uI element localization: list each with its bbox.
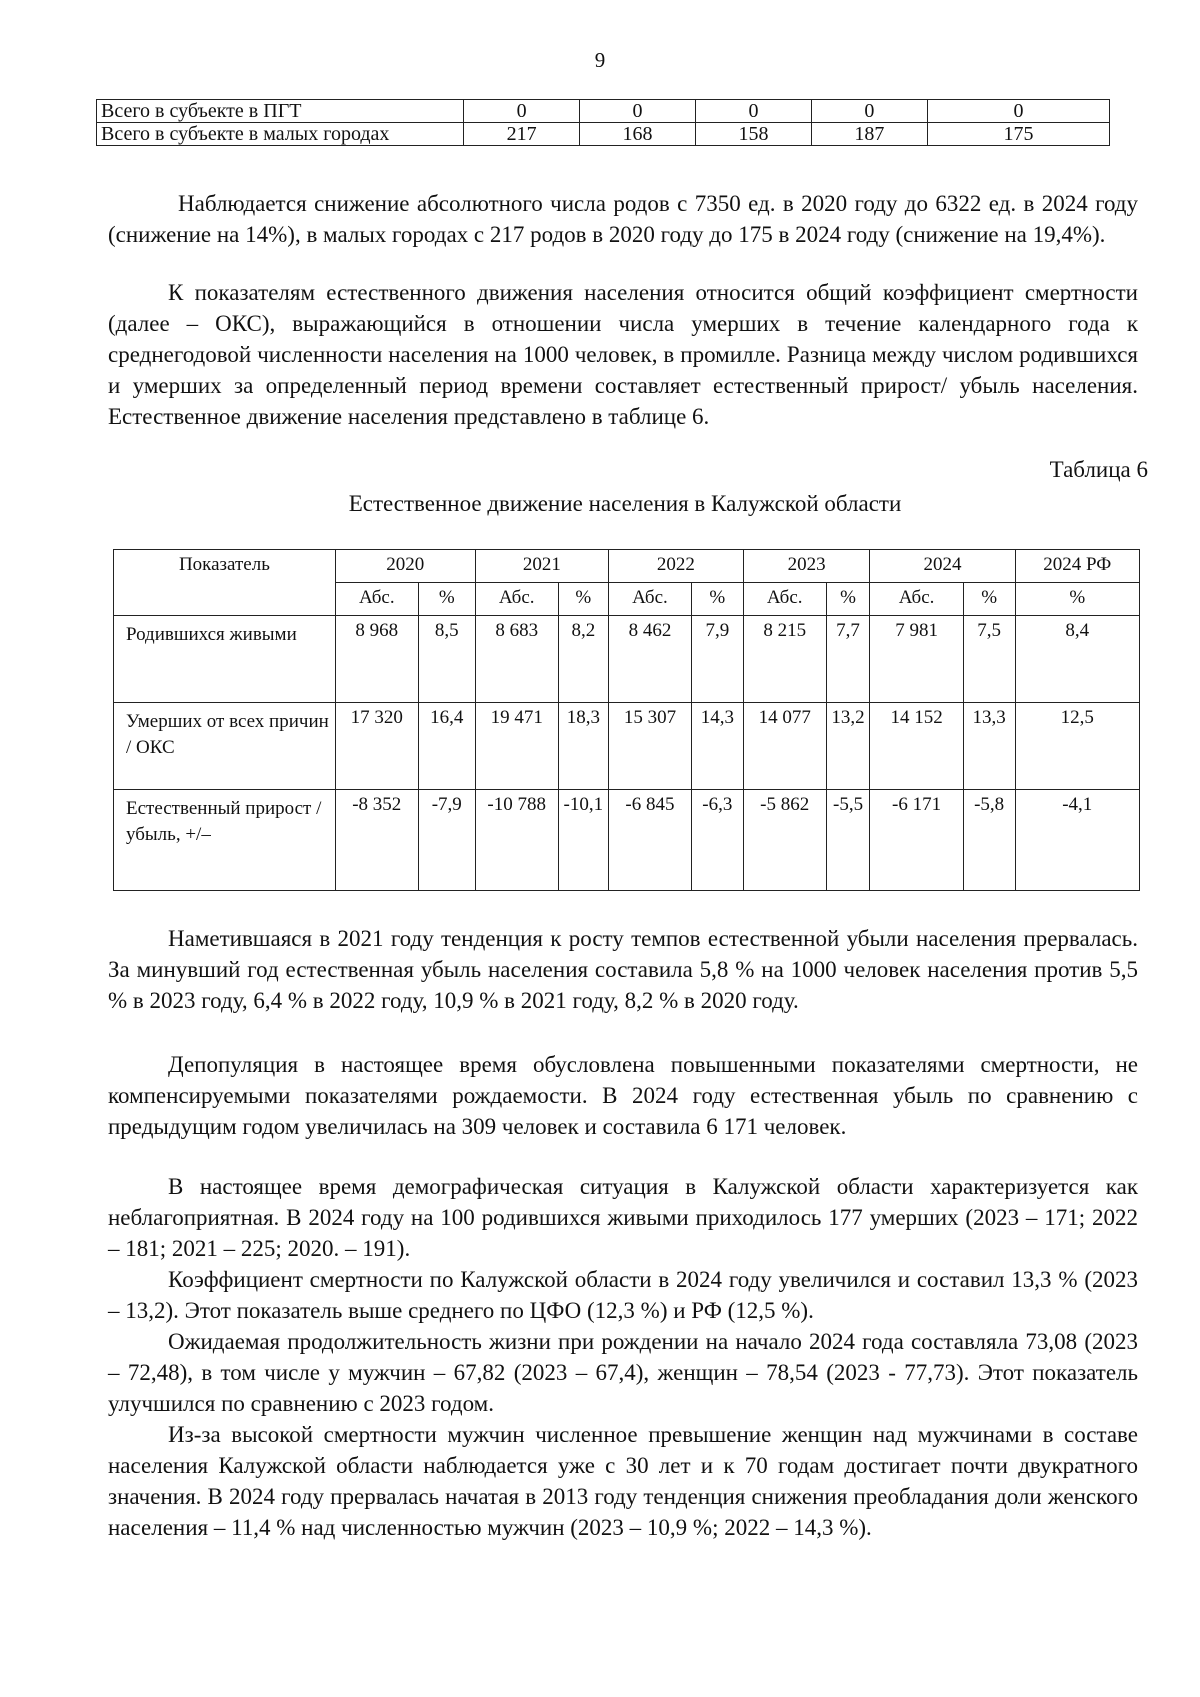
- cell: 14 152: [870, 703, 963, 790]
- cell: 14 077: [743, 703, 826, 790]
- cell: 8 968: [335, 616, 418, 703]
- table-title: Естественное движение населения в Калужской области: [348, 491, 902, 516]
- paragraph-oks-definition: К показателям естественного движения населения относится общий коэффициент смертности (далее – ОКС), выражающийся в отношении числа умерших в течение календарного года к среднегодовой численности населения на 1000 человек, в промилле. Разница между числом родившихся и умерших за определенный период времени составляет естественный прирост/ убыль населения. Естественное движение населения представлено в таблице 6.: [108, 280, 1138, 429]
- cell: 17 320: [335, 703, 418, 790]
- cell: 0: [580, 100, 696, 123]
- paragraph-life-expectancy: Ожидаемая продолжительность жизни при рождении на начало 2024 года составляла 73,08 (2023 – 72,48), в том числе у мужчин – 67,82 (2023 – 67,4), женщин – 78,54 (2023 - 77,73). Этот показатель улучшился по сравнению с 2023 годом.: [108, 1329, 1138, 1416]
- cell: -8 352: [335, 790, 418, 891]
- cell: -10 788: [475, 790, 558, 891]
- header-abs: Абс.: [743, 583, 826, 616]
- top-continuation-table: [96, 99, 1110, 146]
- cell: 18,3: [558, 703, 608, 790]
- table-label: Таблица 6: [1049, 457, 1148, 482]
- header-abs: Абс.: [870, 583, 963, 616]
- table-row: [97, 123, 1110, 146]
- cell: -4,1: [1015, 790, 1139, 891]
- row-name: Умерших от всех причин / ОКС: [114, 703, 336, 790]
- header-year: 2023: [743, 550, 870, 583]
- cell: 16,4: [418, 703, 475, 790]
- cell: -6,3: [691, 790, 743, 891]
- cell: -5,5: [826, 790, 870, 891]
- cell: 8 462: [609, 616, 692, 703]
- cell: 8,4: [1015, 616, 1139, 703]
- header-row-years: [114, 550, 1140, 583]
- header-year: 2021: [475, 550, 608, 583]
- cell: -5 862: [743, 790, 826, 891]
- cell: 7,9: [691, 616, 743, 703]
- header-abs: Абс.: [609, 583, 692, 616]
- cell: 158: [696, 123, 812, 146]
- header-year: 2024 РФ: [1015, 550, 1139, 583]
- header-abs: Абс.: [335, 583, 418, 616]
- header-year: 2024: [870, 550, 1015, 583]
- cell: 15 307: [609, 703, 692, 790]
- header-pct: %: [691, 583, 743, 616]
- cell: 13,2: [826, 703, 870, 790]
- cell: 0: [811, 100, 927, 123]
- header-pct: %: [1015, 583, 1139, 616]
- cell: 217: [464, 123, 580, 146]
- row-name: Родившихся живыми: [114, 616, 336, 703]
- paragraph-demographic-situation: В настоящее время демографическая ситуация в Калужской области характеризуется как неблагоприятная. В 2024 году на 100 родившихся живыми приходилось 177 умерших (2023 – 171; 2022 – 181; 2021 – 225; 2020. – 191).: [108, 1174, 1138, 1261]
- cell: 8 215: [743, 616, 826, 703]
- header-indicator: Показатель: [114, 550, 336, 616]
- cell: 7 981: [870, 616, 963, 703]
- table-row: [114, 616, 1140, 703]
- row-label: Всего в субъекте в ПГТ: [97, 100, 464, 123]
- page-number: 9: [594, 48, 606, 72]
- cell: 0: [464, 100, 580, 123]
- cell: -5,8: [963, 790, 1015, 891]
- paragraph-depopulation: Депопуляция в настоящее время обусловлена повышенными показателями смертности, не компенсируемыми показателями рождаемости. В 2024 году естественная убыль по сравнению с предыдущим годом увеличилась на 309 человек и составила 6 171 человек.: [108, 1052, 1138, 1139]
- cell: -6 845: [609, 790, 692, 891]
- header-pct: %: [963, 583, 1015, 616]
- cell: 7,5: [963, 616, 1015, 703]
- header-year: 2022: [609, 550, 744, 583]
- cell: -10,1: [558, 790, 608, 891]
- cell: 19 471: [475, 703, 558, 790]
- cell: -7,9: [418, 790, 475, 891]
- cell: 0: [696, 100, 812, 123]
- header-pct: %: [418, 583, 475, 616]
- table-row: [114, 703, 1140, 790]
- paragraph-births: Наблюдается снижение абсолютного числа родов с 7350 ед. в 2020 году до 6322 ед. в 2024 году (снижение на 14%), в малых городах с 217 родов в 2020 году до 175 в 2024 году (снижение на 19,4%).: [108, 191, 1138, 247]
- header-pct: %: [826, 583, 870, 616]
- natural-movement-table: [113, 549, 1140, 891]
- header-abs: Абс.: [475, 583, 558, 616]
- paragraph-mortality-rate: Коэффициент смертности по Калужской области в 2024 году увеличился и составил 13,3 % (2023 – 13,2). Этот показатель выше среднего по ЦФО (12,3 %) и РФ (12,5 %).: [108, 1267, 1138, 1323]
- cell: 8,5: [418, 616, 475, 703]
- header-year: 2020: [335, 550, 475, 583]
- paragraph-natural-decline: Наметившаяся в 2021 году тенденция к росту темпов естественной убыли населения прервалась. За минувший год естественная убыль населения составила 5,8 % на 1000 человек населения против 5,5 % в 2023 году, 6,4 % в 2022 году, 10,9 % в 2021 году, 8,2 % в 2020 году.: [108, 926, 1138, 1013]
- cell: 8 683: [475, 616, 558, 703]
- cell: 13,3: [963, 703, 1015, 790]
- table-row: [114, 790, 1140, 891]
- table-row: [97, 100, 1110, 123]
- cell: 12,5: [1015, 703, 1139, 790]
- cell: 175: [927, 123, 1109, 146]
- header-pct: %: [558, 583, 608, 616]
- cell: 168: [580, 123, 696, 146]
- paragraph-gender-ratio: Из-за высокой смертности мужчин численное превышение женщин над мужчинами в составе населения Калужской области наблюдается уже с 30 лет и к 70 годам достигает почти двукратного значения. В 2024 году прервалась начатая в 2013 году тенденция снижения преобладания доли женского населения – 11,4 % над численностью мужчин (2023 – 10,9 %; 2022 – 14,3 %).: [108, 1422, 1138, 1540]
- cell: -6 171: [870, 790, 963, 891]
- row-label: Всего в субъекте в малых городах: [97, 123, 464, 146]
- row-name: Естественный прирост / убыль, +/–: [114, 790, 336, 891]
- cell: 0: [927, 100, 1109, 123]
- cell: 187: [811, 123, 927, 146]
- cell: 8,2: [558, 616, 608, 703]
- cell: 7,7: [826, 616, 870, 703]
- cell: 14,3: [691, 703, 743, 790]
